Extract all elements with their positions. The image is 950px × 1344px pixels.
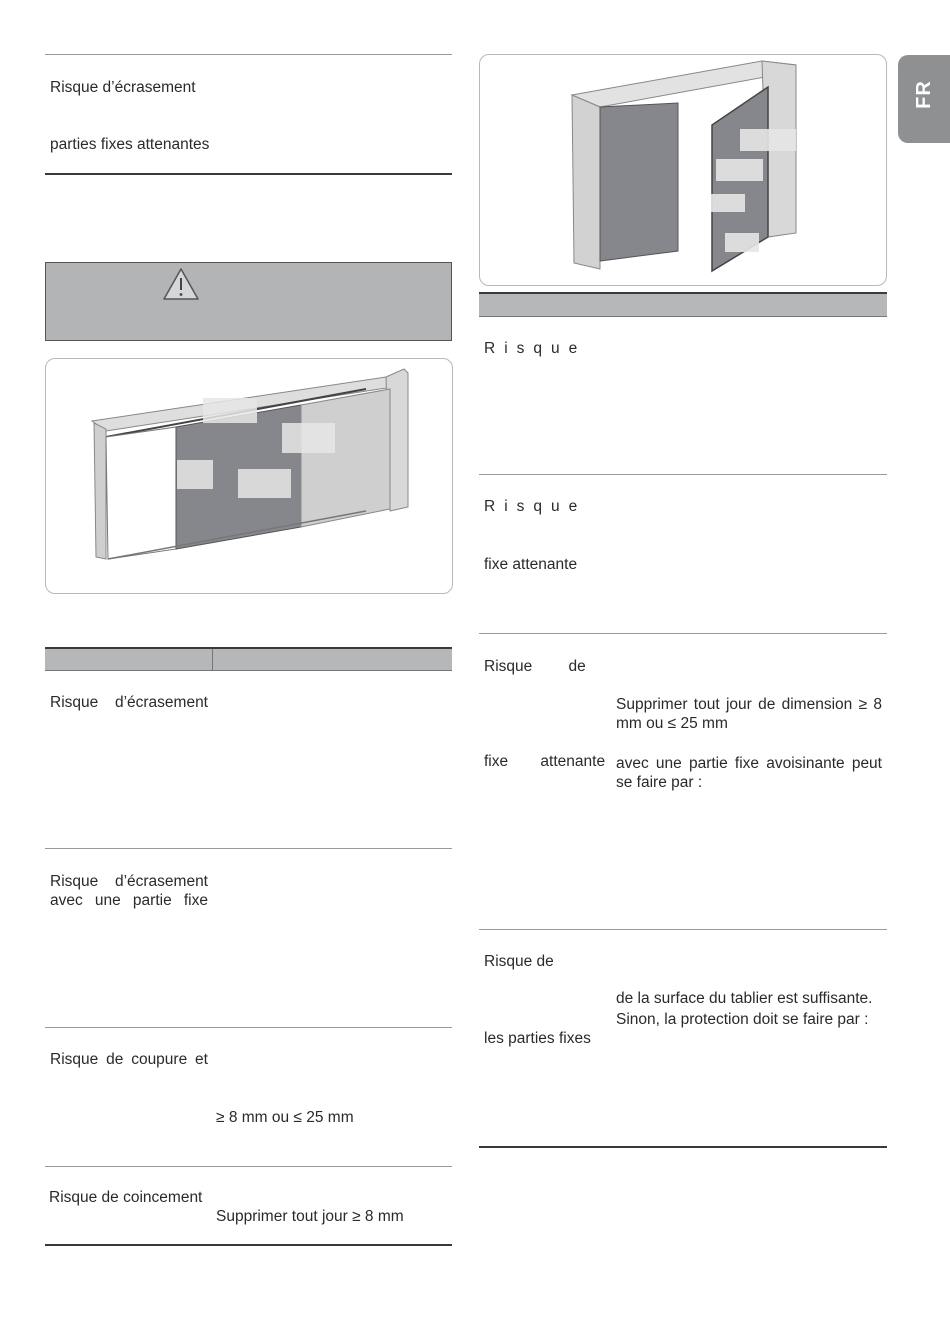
right-row2-risk-line2: fixe attenante bbox=[484, 556, 578, 573]
swing-door-illustration bbox=[480, 55, 885, 284]
left-row3-measure: ≥ 8 mm ou ≤ 25 mm bbox=[216, 1109, 354, 1126]
right-row3-risk-line1: Risque de bbox=[484, 658, 586, 675]
left-row2-risk-line1: Risque d’écrasement bbox=[50, 873, 208, 890]
left-row1-risk: Risque d’écrasement bbox=[50, 694, 208, 711]
left-row4-measure: Supprimer tout jour ≥ 8 mm bbox=[216, 1208, 404, 1225]
column-divider bbox=[212, 649, 213, 671]
divider bbox=[45, 1166, 452, 1167]
right-row4-risk-line1: Risque de bbox=[484, 953, 554, 970]
divider bbox=[479, 633, 887, 634]
sliding-door-figure bbox=[45, 358, 453, 594]
sliding-door-illustration bbox=[46, 359, 451, 592]
swing-door-figure bbox=[479, 54, 887, 286]
right-row4-risk-line2: les parties fixes bbox=[484, 1030, 591, 1047]
warning-icon bbox=[162, 267, 200, 301]
right-row4-measure-line2: Sinon, la protection doit se faire par : bbox=[616, 1011, 869, 1028]
divider bbox=[45, 1244, 452, 1246]
left-table-header bbox=[45, 647, 452, 671]
right-row4-measure-line1: de la surface du tablier est suffisante. bbox=[616, 990, 873, 1007]
right-table-header bbox=[479, 292, 887, 317]
divider bbox=[45, 1027, 452, 1028]
divider bbox=[479, 1146, 887, 1148]
right-row3-risk-line2: fixe attenante bbox=[484, 753, 606, 770]
divider bbox=[45, 54, 452, 55]
left-row2-risk-line2: avec une partie fixe bbox=[50, 892, 208, 909]
left-top-row1: Risque d’écrasement bbox=[50, 79, 196, 96]
language-tab bbox=[898, 55, 950, 143]
divider bbox=[45, 173, 452, 175]
divider bbox=[45, 848, 452, 849]
right-row3-measure-p1: Supprimer tout jour de dimension ≥ 8 mm ou ≤ 25 mm bbox=[616, 696, 882, 732]
divider bbox=[479, 474, 887, 475]
left-row4-risk: Risque de coincement bbox=[49, 1189, 203, 1206]
right-row1-risk: Risque bbox=[484, 340, 587, 357]
divider bbox=[479, 929, 887, 930]
language-tab-label: FR bbox=[912, 80, 935, 109]
right-row3-measure-p2: avec une partie fixe avoisinante peut se faire par : bbox=[616, 755, 882, 791]
right-row2-risk-line1: Risque bbox=[484, 498, 587, 515]
warning-box bbox=[45, 262, 452, 341]
left-top-row2: parties fixes attenantes bbox=[50, 136, 210, 153]
left-row3-risk: Risque de coupure et bbox=[50, 1051, 208, 1068]
